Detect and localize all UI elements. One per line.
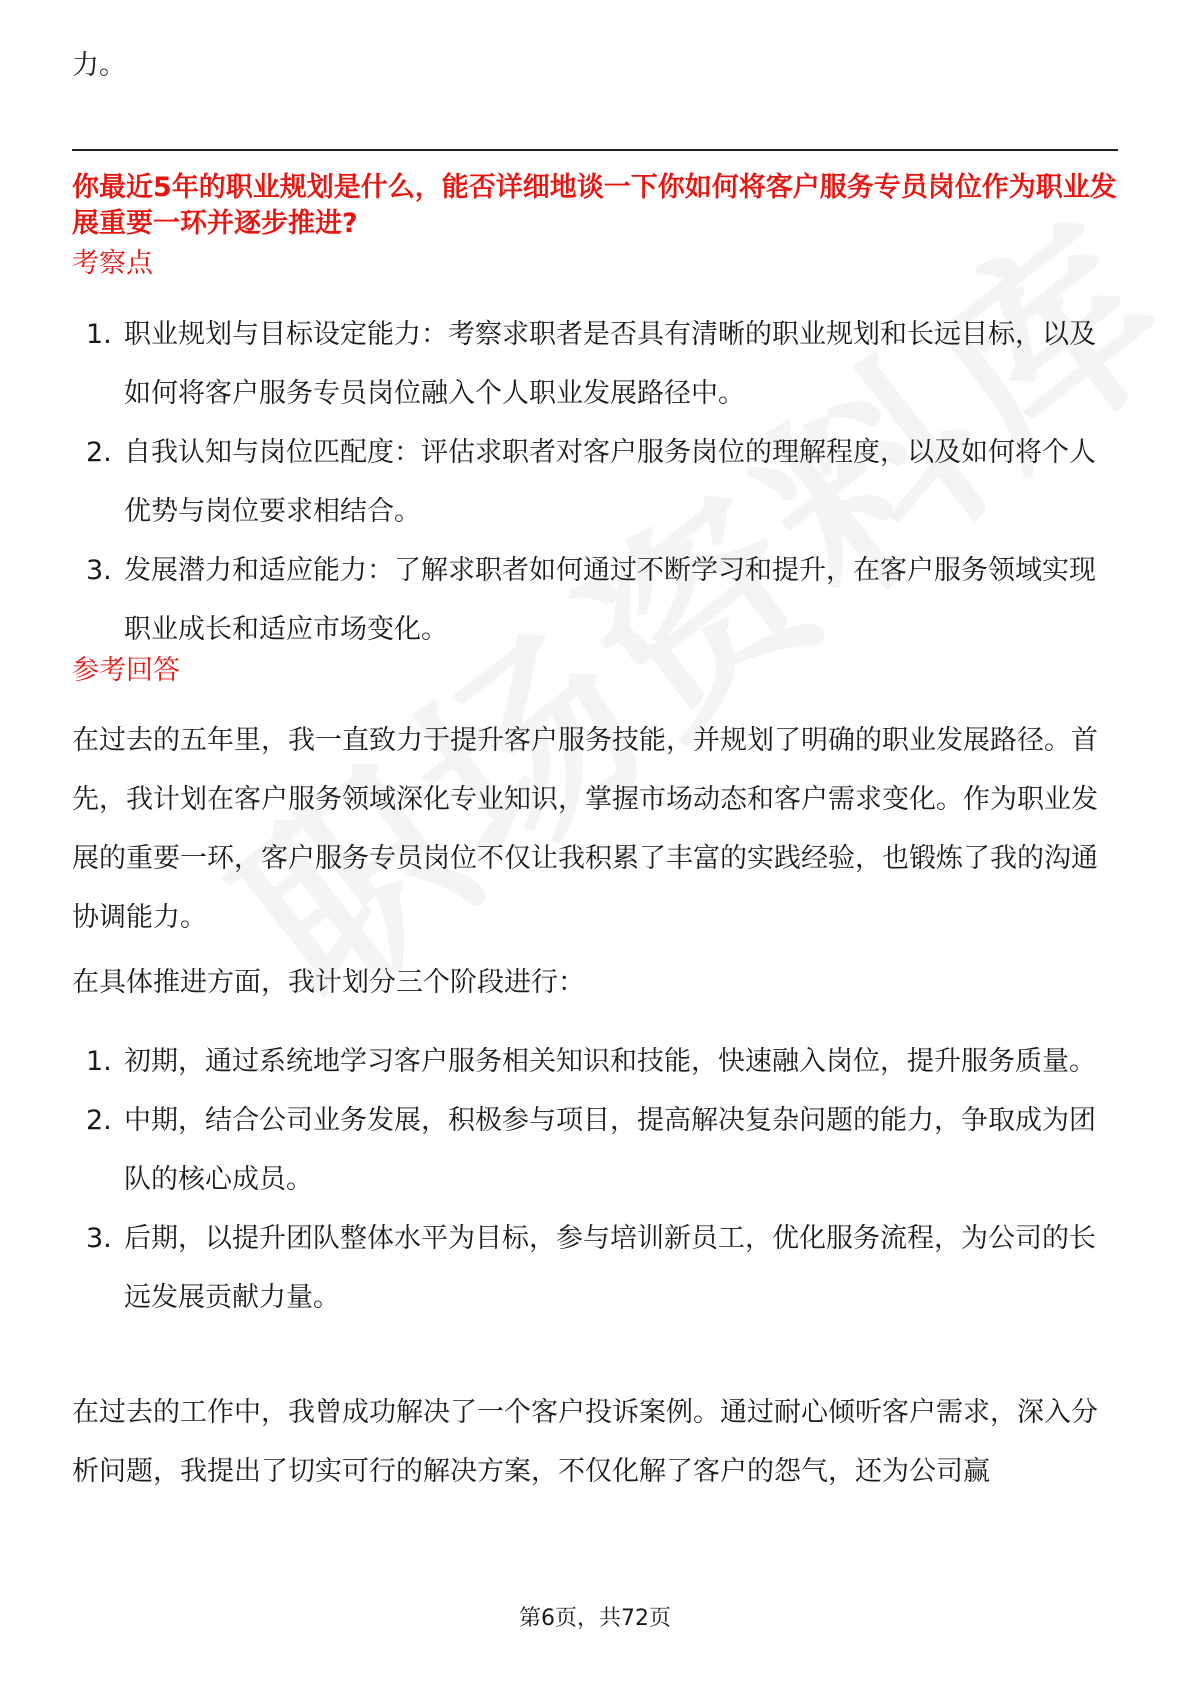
stages-list xyxy=(72,1032,1122,1327)
list-item xyxy=(72,1032,1122,1091)
list-number: 2. xyxy=(86,437,112,468)
list-item xyxy=(72,305,1122,423)
continuation-text: 力。 xyxy=(72,50,126,81)
list-text: 中期，结合公司业务发展，积极参与项目，提高解决复杂问题的能力，争取成为团队的核心成员。 xyxy=(124,1105,1096,1195)
list-text: 初期，通过系统地学习客户服务相关知识和技能，快速融入岗位，提升服务质量。 xyxy=(124,1046,1096,1077)
list-item xyxy=(72,1209,1122,1327)
list-number: 3. xyxy=(86,1223,112,1254)
page-footer: 第6页，共72页 xyxy=(519,1606,671,1631)
list-number: 3. xyxy=(86,555,112,586)
list-item xyxy=(72,1091,1122,1209)
question-heading: 你最近5年的职业规划是什么，能否详细地谈一下你如何将客户服务专员岗位作为职业发展重要一环并逐步推进? xyxy=(72,172,1117,239)
answer-paragraph-1: 在过去的五年里，我一直致力于提升客户服务技能，并规划了明确的职业发展路径。首先，我计划在客户服务领域深化专业知识，掌握市场动态和客户需求变化。作为职业发展的重要一环，客户服务专员岗位不仅让我积累了丰富的实践经验，也锻炼了我的沟通协调能力。 xyxy=(72,725,1098,933)
assessment-list xyxy=(72,305,1122,659)
divider xyxy=(72,149,1118,151)
list-number: 1. xyxy=(86,1046,112,1077)
list-item xyxy=(72,541,1122,659)
list-item xyxy=(72,423,1122,541)
assessment-heading: 考察点 xyxy=(72,248,153,279)
list-number: 2. xyxy=(86,1105,112,1136)
list-number: 1. xyxy=(86,319,112,350)
answer-paragraph-3: 在过去的工作中，我曾成功解决了一个客户投诉案例。通过耐心倾听客户需求，深入分析问题，我提出了切实可行的解决方案，不仅化解了客户的怨气，还为公司赢 xyxy=(72,1397,1098,1487)
list-text: 发展潜力和适应能力：了解求职者如何通过不断学习和提升，在客户服务领域实现职业成长和适应市场变化。 xyxy=(124,555,1096,645)
list-text: 后期，以提升团队整体水平为目标，参与培训新员工，优化服务流程，为公司的长远发展贡献力量。 xyxy=(124,1223,1096,1313)
list-text: 职业规划与目标设定能力：考察求职者是否具有清晰的职业规划和长远目标，以及如何将客户服务专员岗位融入个人职业发展路径中。 xyxy=(124,319,1096,409)
answer-heading: 参考回答 xyxy=(72,655,180,686)
list-text: 自我认知与岗位匹配度：评估求职者对客户服务岗位的理解程度，以及如何将个人优势与岗位要求相结合。 xyxy=(124,437,1096,527)
answer-paragraph-2: 在具体推进方面，我计划分三个阶段进行： xyxy=(72,967,585,998)
